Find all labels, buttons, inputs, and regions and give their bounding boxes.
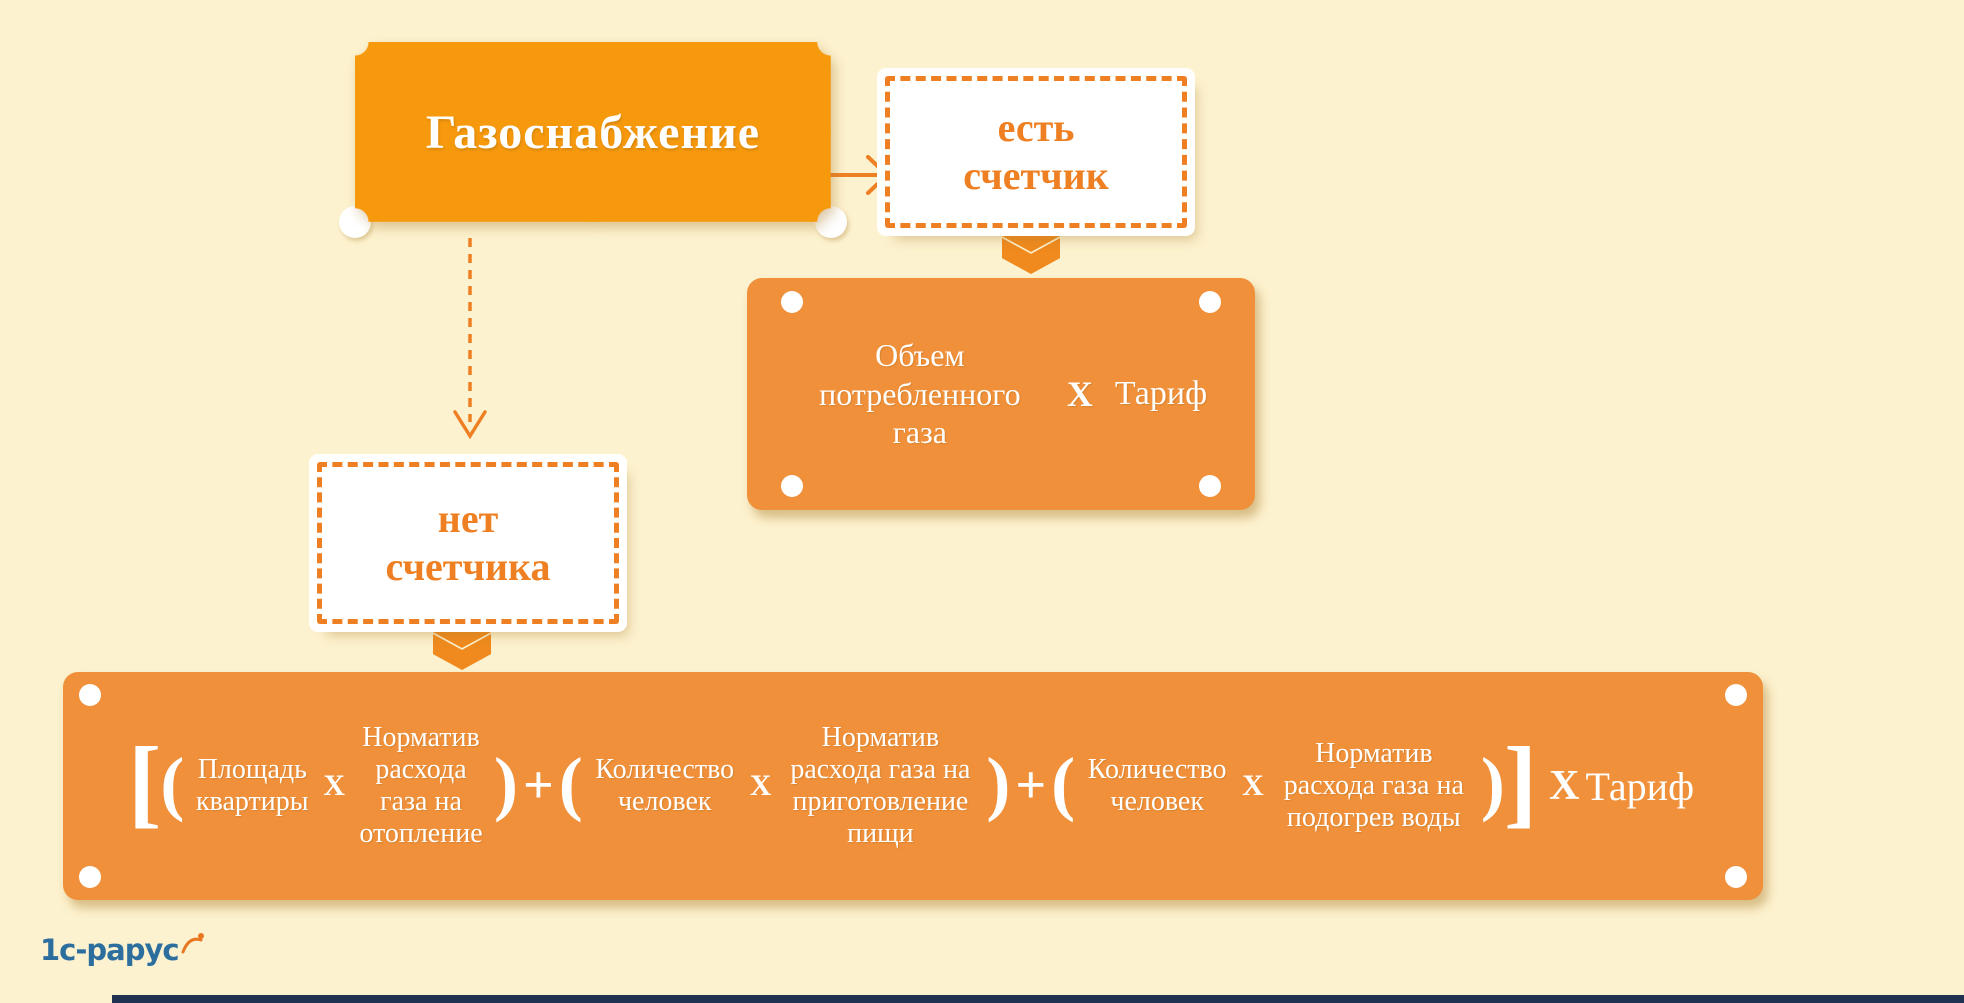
bracket-close-square: ] <box>1503 726 1538 837</box>
plus-operator: + <box>1015 755 1047 816</box>
multiply-operator: X <box>323 769 345 802</box>
bracket-open-paren: ( <box>558 743 583 824</box>
bracket-close-paren: ) <box>1480 743 1505 824</box>
multiply-operator: X <box>1549 763 1580 809</box>
meter-yes-label: есть счетчик <box>963 105 1109 198</box>
volume-factor-label: Объем потребленного газа <box>819 337 1021 451</box>
volume-formula-box <box>747 278 1255 510</box>
formula-factor: Количество человек <box>1087 754 1227 817</box>
formula-factor: Норматив расхода газа на отопление <box>359 722 483 849</box>
footer-bar <box>112 995 1964 1003</box>
logo-swoosh-icon <box>180 930 206 958</box>
tariff-label: Тариф <box>1114 375 1208 412</box>
tariff-label: Тариф <box>1585 763 1694 809</box>
arrow-down-dashed-icon <box>448 236 492 454</box>
logo-text: 1с-рарус <box>40 933 179 967</box>
formula-factor: Норматив расхода газа на подогрев воды <box>1283 738 1464 833</box>
bracket-open-square: [ <box>128 726 162 837</box>
formula-factor: Площадь квартиры <box>196 754 309 817</box>
corner-dot <box>79 866 101 888</box>
multiply-operator: X <box>749 769 772 802</box>
corner-dot <box>1725 866 1747 888</box>
corner-dot <box>1199 291 1221 313</box>
plus-operator: + <box>522 755 554 816</box>
formula-factor: Норматив расхода газа на приготовление пищи <box>790 722 971 849</box>
formula-factor: Количество человек <box>595 754 735 817</box>
bracket-close-paren: ) <box>493 743 518 824</box>
bracket-open-paren: ( <box>160 743 185 824</box>
corner-dot <box>1725 684 1747 706</box>
multiply-operator: X <box>1066 374 1093 414</box>
corner-dot <box>79 684 101 706</box>
normative-formula-banner <box>63 672 1763 900</box>
root-box <box>355 42 831 222</box>
meter-no-label: нет счетчика <box>385 496 551 589</box>
bracket-close-paren: ) <box>986 743 1011 824</box>
meter-no-box <box>317 462 619 624</box>
root-box-label: Газоснабжение <box>425 105 761 159</box>
logo <box>40 933 206 967</box>
corner-dot <box>1199 475 1221 497</box>
multiply-operator: X <box>1242 769 1264 802</box>
meter-yes-box <box>885 76 1187 228</box>
bracket-open-paren: ( <box>1051 743 1076 824</box>
corner-dot <box>781 475 803 497</box>
corner-dot <box>781 291 803 313</box>
